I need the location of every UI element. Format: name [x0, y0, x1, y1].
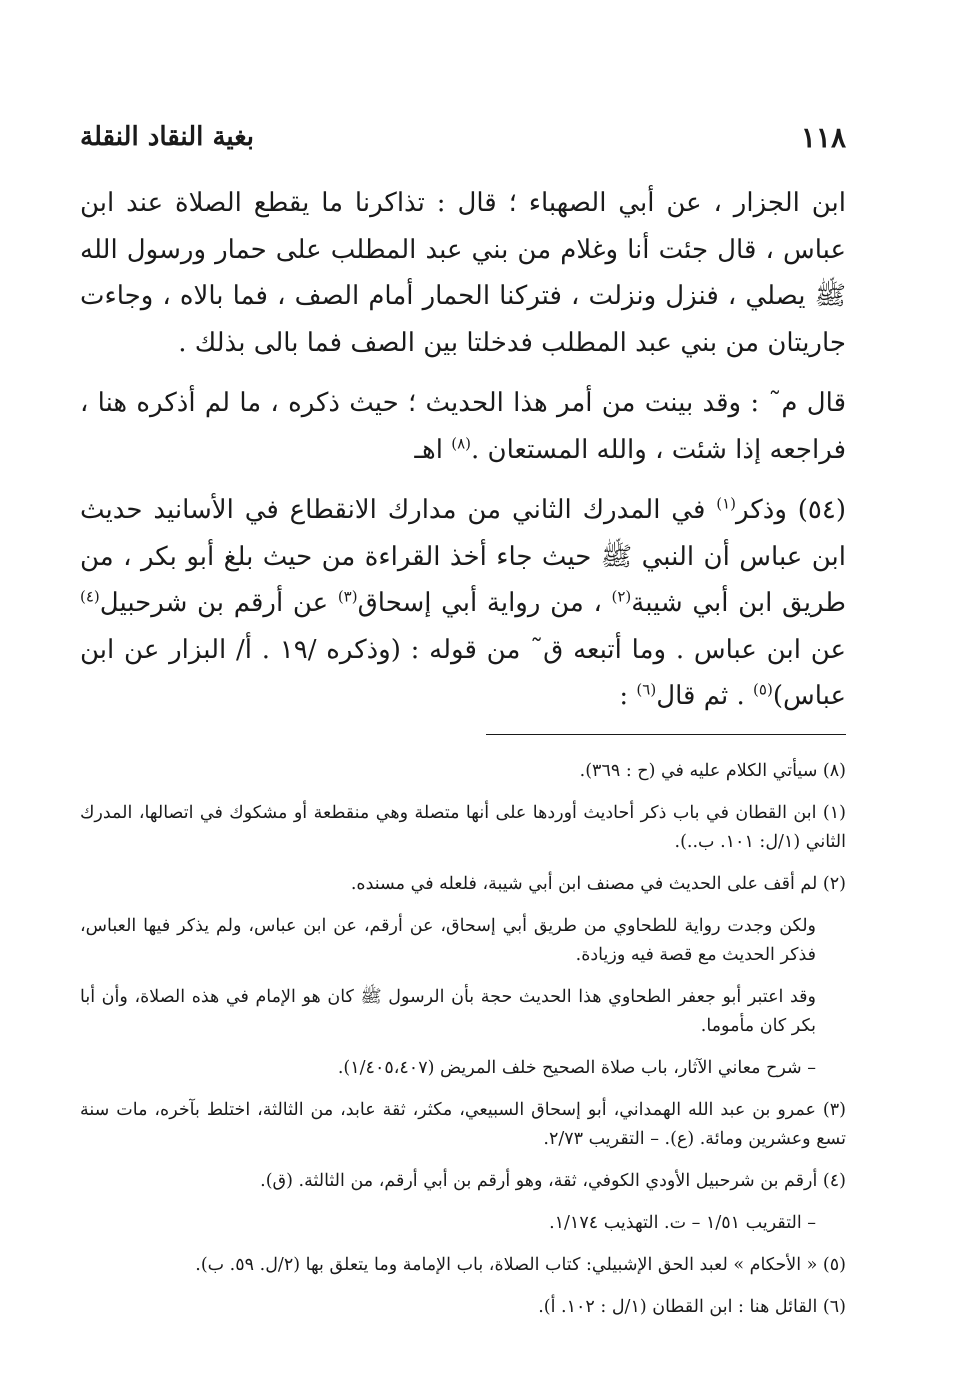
- paragraph-text: :: [619, 681, 637, 711]
- footnote-ref: (٦): [636, 680, 657, 699]
- paragraph-text: في المدرك الثاني من مدارك الانقطاع في الأسانيد حديث ابن عباس أن النبي ﷺ حيث جاء أخذ القراءة من حيث بلغ أبو بكر ، من طريق ابن أبي شيبة: [80, 495, 846, 618]
- footnote-ref: (٨): [451, 433, 471, 452]
- running-title: بغية النقاد النقلة: [80, 122, 255, 152]
- paragraph-text: قال م˜ : وقد بينت من أمر هذا الحديث ؛ حيث ذكره ، ما لم أذكره هنا ، فراجعه إذا شئت ، والله المستعان .: [80, 388, 846, 465]
- footnote-1: (١) ابن القطان في باب ذكر أحاديث أوردها على أنها متصلة وهي منقطعة أو مشكوك في اتصالها، المدرك الثاني (١/ل: ١٠١. ب..).: [80, 802, 846, 852]
- paragraph-text: عن أرقم بن شرحبيل: [99, 588, 338, 618]
- paragraph-text: . ثم قال: [656, 681, 754, 711]
- footnote-ref: (٢): [611, 587, 632, 606]
- main-paragraph-3: [80, 487, 846, 720]
- footnote-2-source: – شرح معاني الآثار، باب صلاة الصحيح خلف المريض (١/٤٠٥،٤٠٧).: [337, 1057, 816, 1078]
- page-number: ١١٨: [800, 120, 846, 154]
- footnote-ref: (٥): [753, 680, 773, 699]
- page-header: [80, 112, 846, 162]
- paragraph-text-tail: اهـ: [414, 434, 452, 465]
- footnote-2-continued: ولكن وجدت رواية للطحاوي من طريق أبي إسحاق، عن أرقم، عن ابن عباس، ولم يذكر فيها العباس، فذكر الحديث مع قصة فيه وزيادة.: [80, 915, 816, 965]
- page-body: [80, 180, 846, 1335]
- main-paragraph-1: [80, 180, 846, 366]
- paragraph-text: (٥٤) وذكر: [736, 495, 846, 525]
- footnote-4-source: – التقريب ١/٥١ – ت. التهذيب ١/١٧٤.: [549, 1212, 816, 1233]
- paragraph-text: ، من رواية أبي إسحاق: [357, 588, 612, 618]
- footnote-4: (٤) أرقم بن شرحبيل الأودي الكوفي، ثقة، وهو أرقم بن أبي أرقم، من الثالثة. (ق).: [260, 1170, 846, 1191]
- footnote-5: (٥) « الأحكام » لعبد الحق الإشبيلي: كتاب الصلاة، باب الإمامة وما يتعلق بها (٢/ل. ٥٩. ب).: [195, 1254, 846, 1275]
- footnote-6: (٦) القائل هنا : ابن القطان (١/ل : ١٠٢. أ).: [538, 1296, 846, 1317]
- paragraph-text: عن ابن عباس . وما أتبعه ق˜ من قوله : (وذكره /١٩ . أ/ البزار عن ابن عباس): [80, 634, 846, 711]
- main-paragraph-2: [80, 380, 846, 473]
- footnote-2-continued: وقد اعتبر أبو جعفر الطحاوي هذا الحديث حجة بأن الرسول ﷺ كان هو الإمام في هذه الصلاة، وأن أبا بكر كان مأموما.: [80, 986, 816, 1036]
- footnote-separator: [486, 734, 846, 735]
- footnote-ref: (٤): [80, 587, 100, 606]
- footnote-8: (٨) سيأتي الكلام عليه في (ح : ٣٦٩).: [579, 760, 846, 781]
- footnote-2: (٢) لم أقف على الحديث في مصنف ابن أبي شيبة، فلعله في مسنده.: [350, 873, 846, 894]
- footnote-ref: (١): [716, 494, 737, 513]
- footnote-ref: (٣): [337, 587, 358, 606]
- paragraph-text: ابن الجزار ، عن أبي الصهباء ؛ قال : تذاكرنا ما يقطع الصلاة عند ابن عباس ، قال جئت أنا وغلام من بني عبد المطلب على حمار ورسول الله ﷺ يصلي ، فنزل ونزلت ، فتركنا الحمار أمام الصف ، فما بالاه ، وجاءت جاريتان من بني عبد المطلب فدخلتا بين الصف فما بالى بذلك .: [80, 188, 846, 358]
- footnote-3: (٣) عمرو بن عبد الله الهمداني، أبو إسحاق السبيعي، مكثر، ثقة عابد، من الثالثة، اختلط بآخره، مات سنة تسع وعشرين ومائة. (ع). – التقريب ٢/٧٣.: [80, 1099, 846, 1149]
